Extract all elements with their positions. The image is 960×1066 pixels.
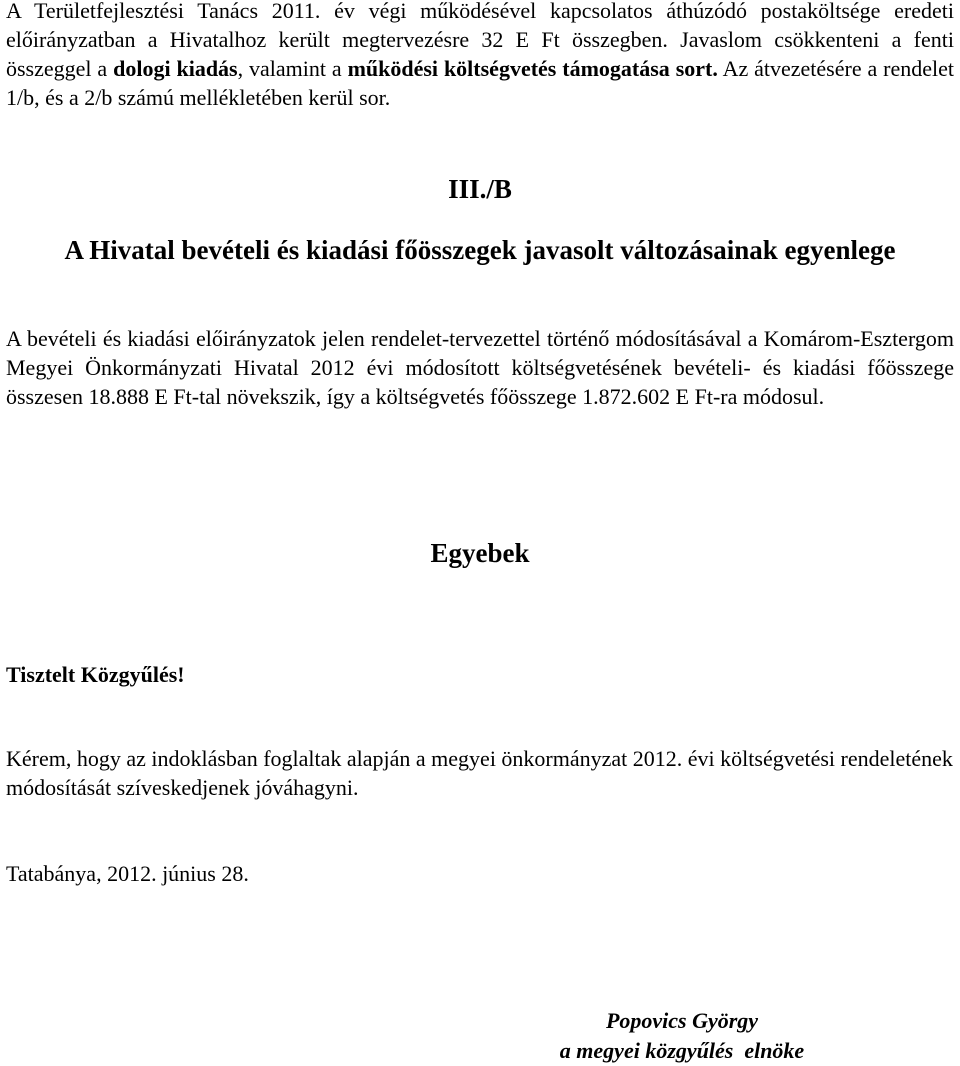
- emphasis-operating-expense: dologi kiadás: [113, 56, 238, 81]
- signature-block: [520, 1006, 844, 1066]
- signatory-title: a megyei közgyűlés elnöke: [559, 1038, 805, 1063]
- signatory-name: Popovics György: [605, 1008, 759, 1033]
- paragraph-balance: A bevételi és kiadási előirányzatok jelen rendelet-tervezettel történő módosításával a Komárom-Esztergom Megyei Önkormányzati Hivatal 2012 évi módosított költségvetésének bevételi- és kiadási főösszege összesen 18.888 E Ft-tal növekszik, így a költségvetés főösszege 1.872.602 E Ft-ra módosul.: [6, 326, 954, 409]
- paragraph-postage-cost: [6, 0, 954, 112]
- paragraph-text: Az átvezetésére a rendelet 1/b, és a 2/b számú mellékletében kerül sor.: [6, 56, 954, 110]
- section-number: III./B: [448, 174, 512, 204]
- others-heading: Egyebek: [430, 538, 530, 568]
- paragraph-text: , valamint a: [237, 56, 348, 81]
- salutation: Tisztelt Közgyűlés!: [6, 662, 185, 687]
- emphasis-budget-support: működési költségvetés támogatása sort.: [347, 56, 718, 81]
- dateline: Tatabánya, 2012. június 28.: [6, 861, 249, 886]
- paragraph-request: Kérem, hogy az indoklásban foglaltak alapján a megyei önkormányzat 2012. évi költségvetési rendeletének módosítását szíveskedjenek jóváhagyni.: [6, 746, 953, 800]
- section-title: A Hivatal bevételi és kiadási főösszegek javasolt változásainak egyenlege: [64, 235, 896, 265]
- paragraph-text: A Területfejlesztési Tanács 2011. év végi működésével kapcsolatos áthúzódó postaköltsége eredeti előirányzatban a Hivatalhoz került megtervezésre 32 E Ft összegben. Javaslom csökkenteni a fenti összeggel a: [6, 0, 954, 81]
